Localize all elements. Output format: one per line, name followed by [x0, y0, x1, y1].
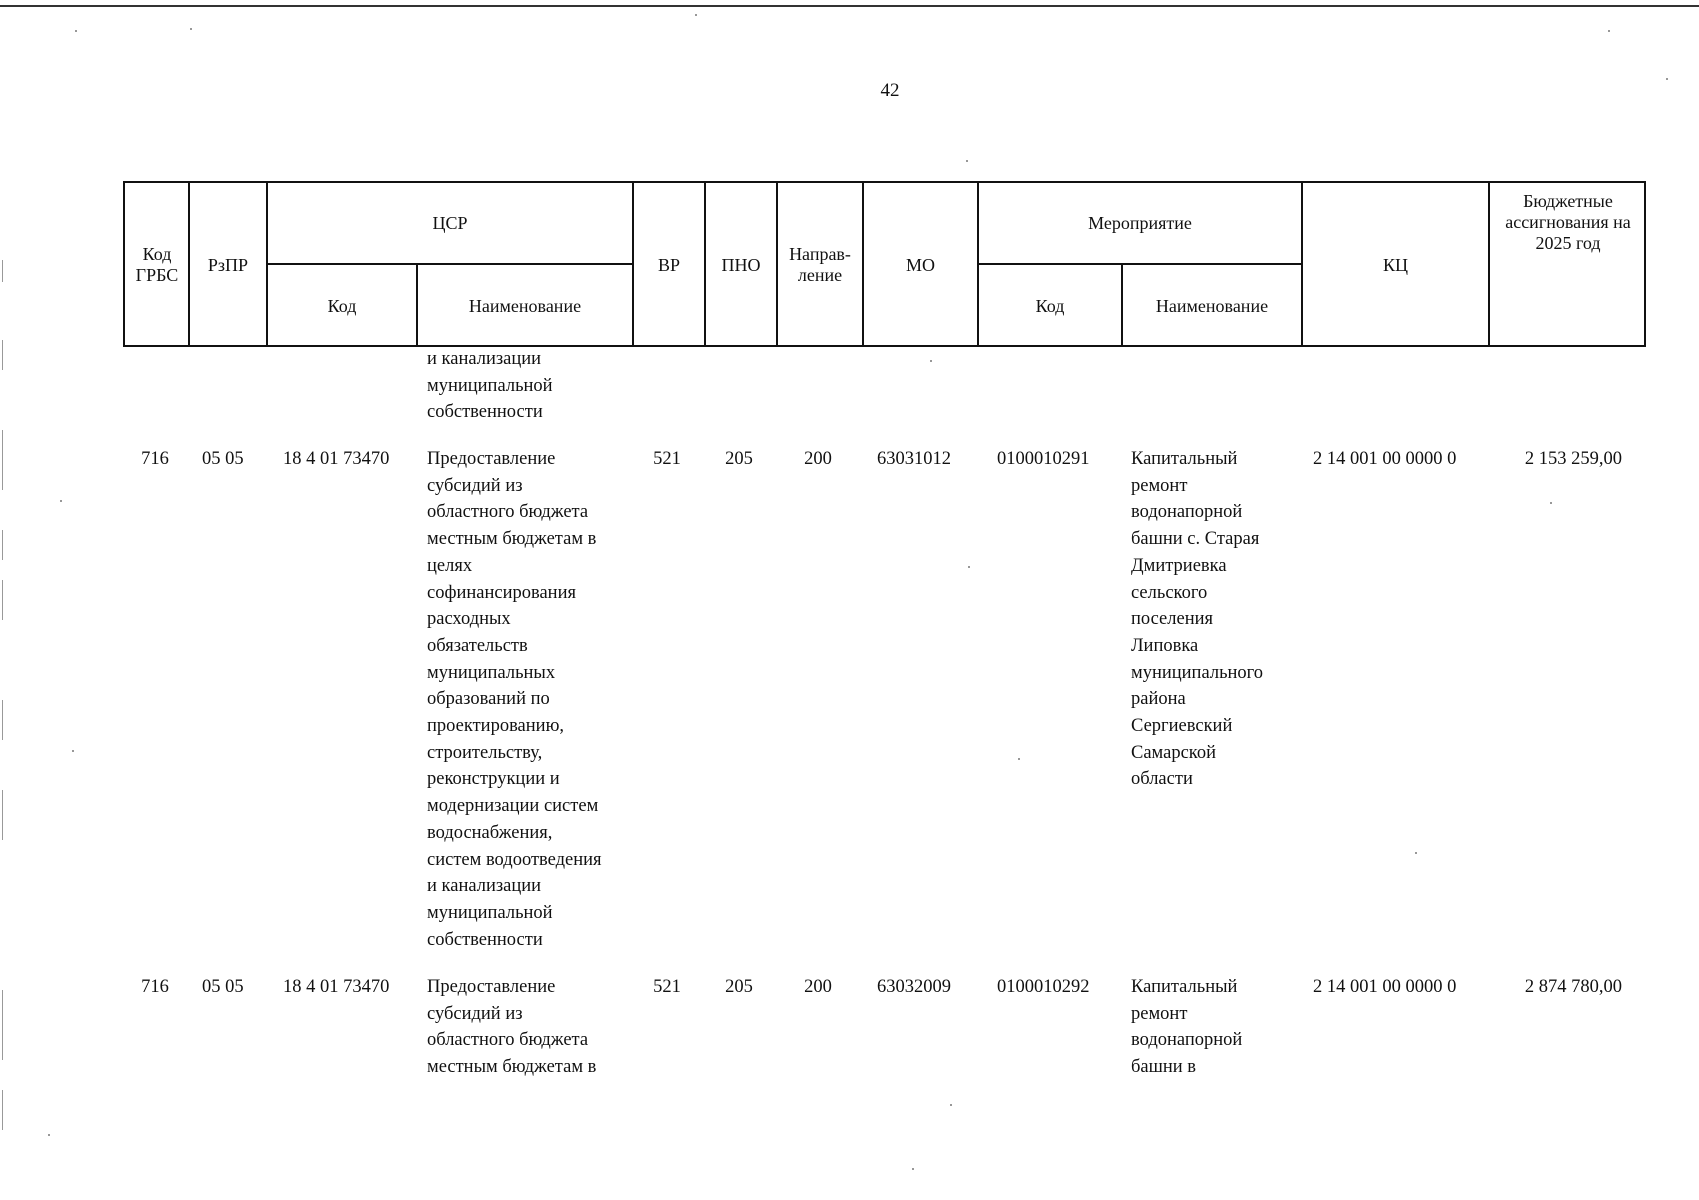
- cell-csr-name: [427, 446, 602, 953]
- scan-speck: [75, 30, 77, 32]
- header-mer-name: Наименование: [1155, 295, 1269, 316]
- header-meropriyatie: Мероприятие: [1088, 212, 1192, 233]
- name-line: расходных: [427, 609, 511, 630]
- header-mer-kod: Код: [1035, 295, 1065, 316]
- cell-budget: 2 874 780,00: [1524, 977, 1622, 997]
- name-line: поселения: [1131, 609, 1214, 630]
- cell-pno: 205: [725, 977, 753, 997]
- name-line: местным бюджетам в: [427, 1057, 597, 1078]
- name-line: систем водоотведения: [427, 849, 602, 870]
- scan-speck: [966, 160, 968, 162]
- top-rule: [0, 5, 1699, 7]
- cell-napravlenie: 200: [804, 449, 832, 469]
- name-line: Предоставление: [427, 449, 556, 469]
- name-line: водонапорной: [1131, 1030, 1243, 1051]
- name-line: софинансирования: [427, 582, 576, 603]
- cell-vr: 521: [653, 977, 681, 997]
- table-header: [123, 181, 1646, 347]
- name-line: области: [1131, 769, 1193, 790]
- name-line: Предоставление: [427, 977, 556, 997]
- page-number: 42: [880, 80, 900, 101]
- header-napravlenie: Направ-ление: [789, 244, 851, 285]
- margin-tick: [2, 990, 3, 1060]
- scan-speck: [190, 28, 192, 30]
- header-rzpr: РзПР: [207, 254, 249, 275]
- scan-speck: [695, 14, 697, 16]
- name-line: областного бюджета: [427, 502, 589, 523]
- name-line: субсидий из: [427, 475, 523, 496]
- cell-mer-kod: 0100010292: [997, 977, 1090, 997]
- cell-grbs: 716: [141, 977, 169, 997]
- name-line: Капитальный: [1131, 977, 1238, 997]
- cell-pno: 205: [725, 449, 753, 469]
- scan-speck: [1666, 78, 1668, 80]
- name-line: водоснабжения,: [427, 822, 553, 843]
- cell-rzpr: 05 05: [202, 449, 244, 469]
- cell-mo: 63031012: [877, 449, 951, 469]
- continuation-line: собственности: [427, 402, 543, 423]
- cell-budget: 2 153 259,00: [1524, 449, 1622, 469]
- name-line: проектированию,: [427, 716, 565, 737]
- scan-speck: [1415, 852, 1417, 854]
- name-line: местным бюджетам в: [427, 529, 597, 550]
- cell-csr-kod: 18 4 01 73470: [283, 449, 390, 469]
- name-line: реконструкции и: [427, 769, 560, 790]
- name-line: башни в: [1131, 1057, 1197, 1078]
- scan-speck: [72, 750, 74, 752]
- cell-csr-name: [427, 974, 596, 1081]
- cell-grbs: 716: [141, 449, 169, 469]
- name-line: водонапорной: [1131, 502, 1243, 523]
- name-line: областного бюджета: [427, 1030, 589, 1051]
- margin-tick: [2, 430, 3, 490]
- cell-kc: 2 14 001 00 0000 0: [1313, 449, 1457, 469]
- header-kc: КЦ: [1382, 254, 1408, 275]
- cell-mer-name: [1131, 446, 1263, 793]
- header-csr-name: Наименование: [468, 295, 582, 316]
- cell-csr-kod: 18 4 01 73470: [283, 977, 390, 997]
- margin-tick: [2, 260, 3, 282]
- name-line: субсидий из: [427, 1003, 523, 1024]
- cell-kc: 2 14 001 00 0000 0: [1313, 977, 1457, 997]
- margin-tick: [2, 700, 3, 740]
- margin-tick: [2, 790, 3, 840]
- header-budget: Бюджетные ассигнования на 2025 год: [1505, 191, 1631, 253]
- cell-mer-name: [1131, 974, 1242, 1081]
- name-line: строительству,: [427, 742, 543, 763]
- header-kod-grbs: Код ГРБС: [135, 244, 179, 285]
- name-line: муниципальной: [427, 902, 553, 923]
- name-line: образований по: [427, 689, 550, 710]
- continuation-line: муниципальной: [427, 375, 553, 396]
- scan-speck: [60, 500, 62, 502]
- continuation-name: [427, 346, 553, 426]
- continuation-line: и канализации: [427, 349, 542, 369]
- cell-mer-kod: 0100010291: [997, 449, 1090, 469]
- name-line: Самарской: [1131, 742, 1217, 763]
- name-line: ремонт: [1131, 1003, 1188, 1024]
- scan-speck: [1608, 30, 1610, 32]
- margin-tick: [2, 530, 3, 560]
- name-line: сельского: [1131, 582, 1208, 603]
- name-line: муниципального: [1131, 662, 1264, 683]
- header-mo: МО: [905, 254, 935, 275]
- name-line: ремонт: [1131, 475, 1188, 496]
- header-csr-kod: Код: [327, 295, 357, 316]
- name-line: обязательств: [427, 635, 528, 656]
- header-csr: ЦСР: [432, 212, 468, 233]
- cell-rzpr: 05 05: [202, 977, 244, 997]
- name-line: Капитальный: [1131, 449, 1238, 469]
- scan-speck: [48, 1134, 50, 1136]
- cell-napravlenie: 200: [804, 977, 832, 997]
- margin-tick: [2, 340, 3, 370]
- scan-speck: [1018, 758, 1020, 760]
- scan-speck: [912, 1168, 914, 1170]
- cell-vr: 521: [653, 449, 681, 469]
- name-line: собственности: [427, 929, 543, 950]
- name-line: модернизации систем: [427, 796, 599, 817]
- name-line: района: [1131, 689, 1186, 710]
- margin-tick: [2, 580, 3, 620]
- scan-speck: [950, 1104, 952, 1106]
- header-vr: ВР: [657, 254, 681, 275]
- cell-mo: 63032009: [877, 977, 951, 997]
- name-line: Дмитриевка: [1131, 555, 1227, 576]
- margin-tick: [2, 1090, 3, 1130]
- name-line: и канализации: [427, 876, 542, 897]
- name-line: муниципальных: [427, 662, 556, 683]
- header-pno: ПНО: [721, 254, 761, 275]
- name-line: целях: [427, 555, 473, 576]
- scan-speck: [930, 360, 932, 362]
- name-line: башни с. Старая: [1131, 529, 1260, 550]
- scan-speck: [968, 566, 970, 568]
- scan-speck: [1550, 502, 1552, 504]
- name-line: Сергиевский: [1131, 716, 1233, 737]
- name-line: Липовка: [1131, 635, 1199, 656]
